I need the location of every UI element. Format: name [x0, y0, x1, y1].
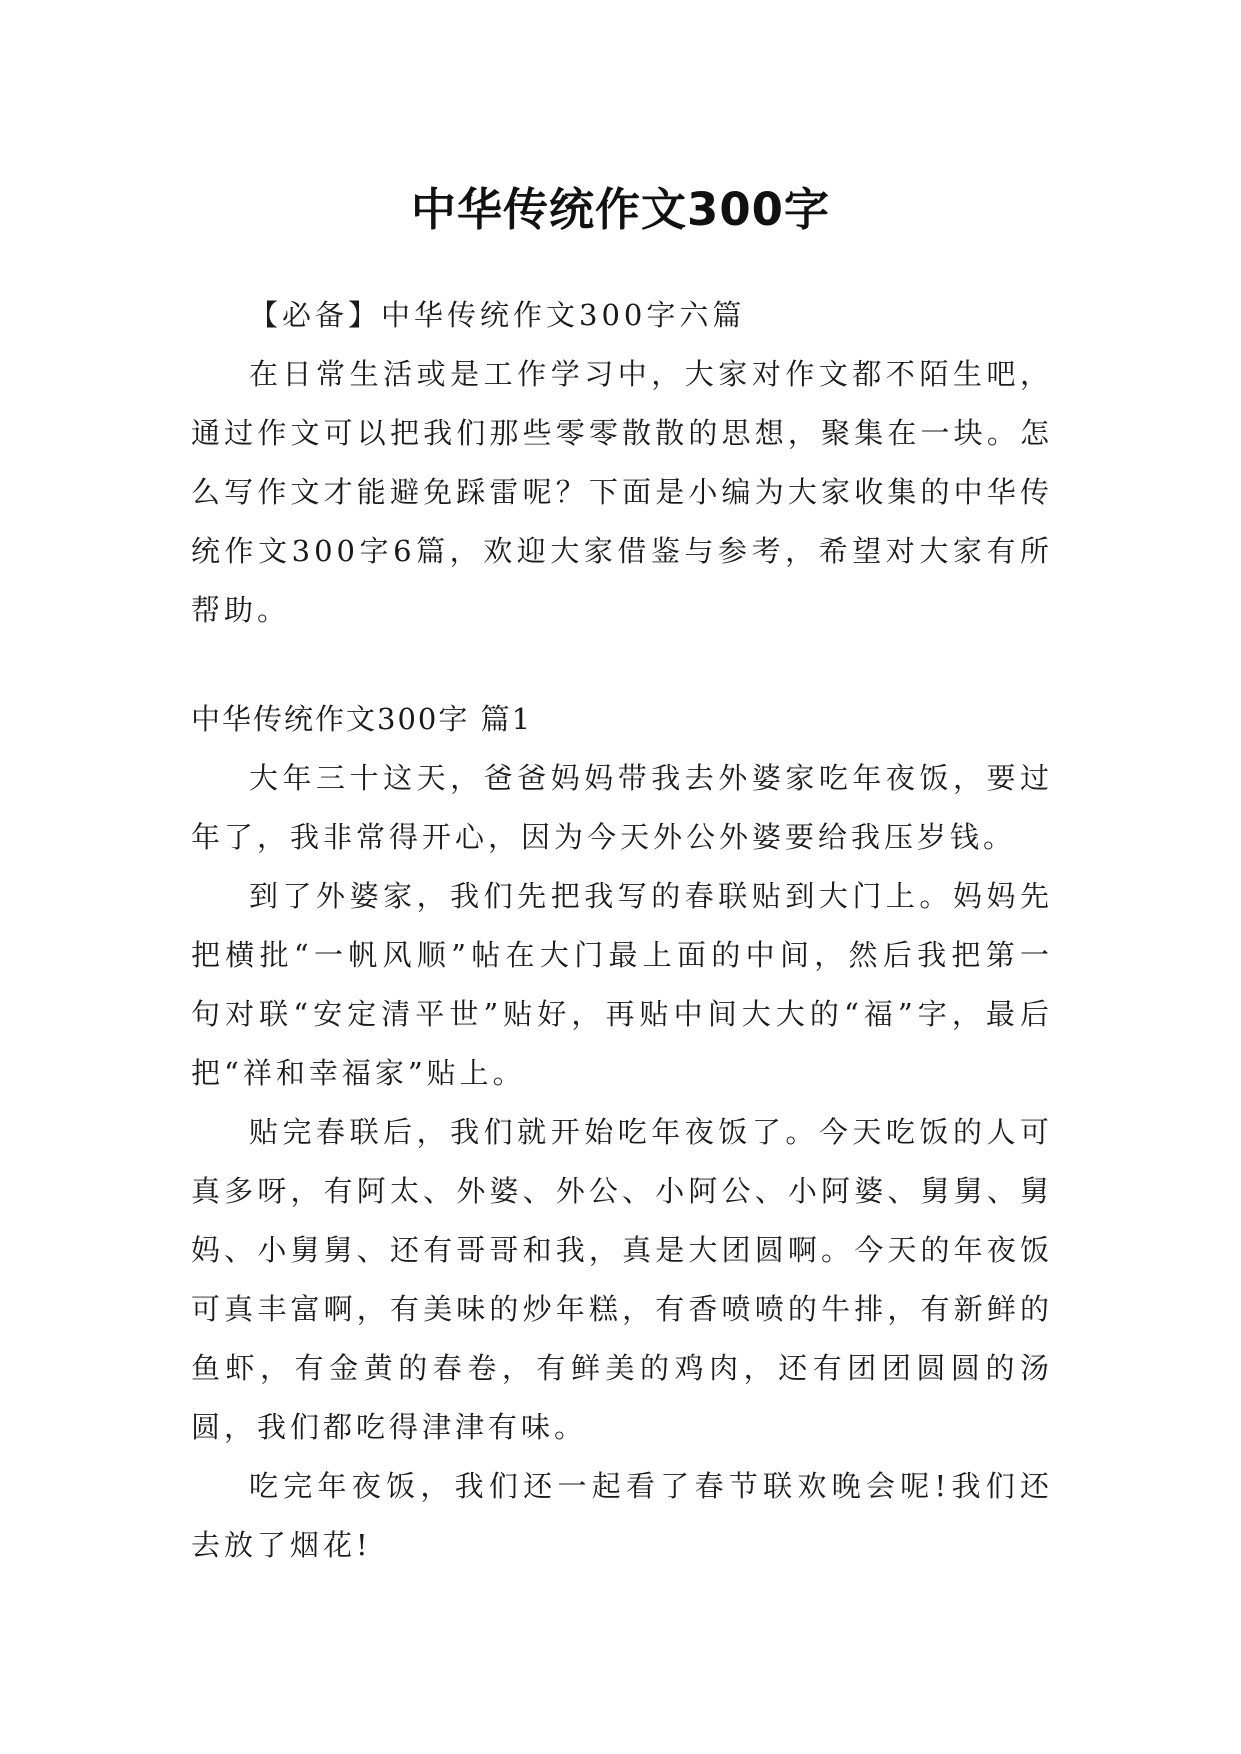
essay-section — [191, 690, 1053, 1575]
paragraph: 贴完春联后，我们就开始吃年夜饭了。今天吃饭的人可真多呀，有阿太、外婆、外公、小阿公、小阿婆、舅舅、舅妈、小舅舅、还有哥哥和我，真是大团圆啊。今天的年夜饭可真丰富啊，有美味的炒年糕，有香喷喷的牛排，有新鲜的鱼虾，有金黄的春卷，有鲜美的鸡肉，还有团团圆圆的汤圆，我们都吃得津津有味。 — [191, 1115, 1053, 1444]
intro-block — [191, 286, 1053, 640]
section-heading: 中华传统作文300字 篇1 — [191, 702, 533, 736]
document-title: 中华传统作文300字 — [411, 183, 830, 237]
paragraph: 大年三十这天，爸爸妈妈带我去外婆家吃年夜饭，要过年了，我非常得开心，因为今天外公外婆要给我压岁钱。 — [191, 761, 1053, 854]
paragraph: 到了外婆家，我们先把我写的春联贴到大门上。妈妈先把横批“一帆风顺”帖在大门最上面的中间，然后我把第一句对联“安定清平世”贴好，再贴中间大大的“福”字，最后把“祥和幸福家”贴上。 — [191, 879, 1053, 1090]
paragraph: 吃完年夜饭，我们还一起看了春节联欢晚会呢!我们还去放了烟花! — [191, 1469, 1053, 1562]
intro-paragraph: 在日常生活或是工作学习中，大家对作文都不陌生吧，通过作文可以把我们那些零零散散的思想，聚集在一块。怎么写作文才能避免踩雷呢？下面是小编为大家收集的中华传统作文300字6篇，欢迎大家借鉴与参考，希望对大家有所帮助。 — [191, 357, 1053, 627]
document-subtitle: 【必备】中华传统作文300字六篇 — [249, 298, 746, 332]
